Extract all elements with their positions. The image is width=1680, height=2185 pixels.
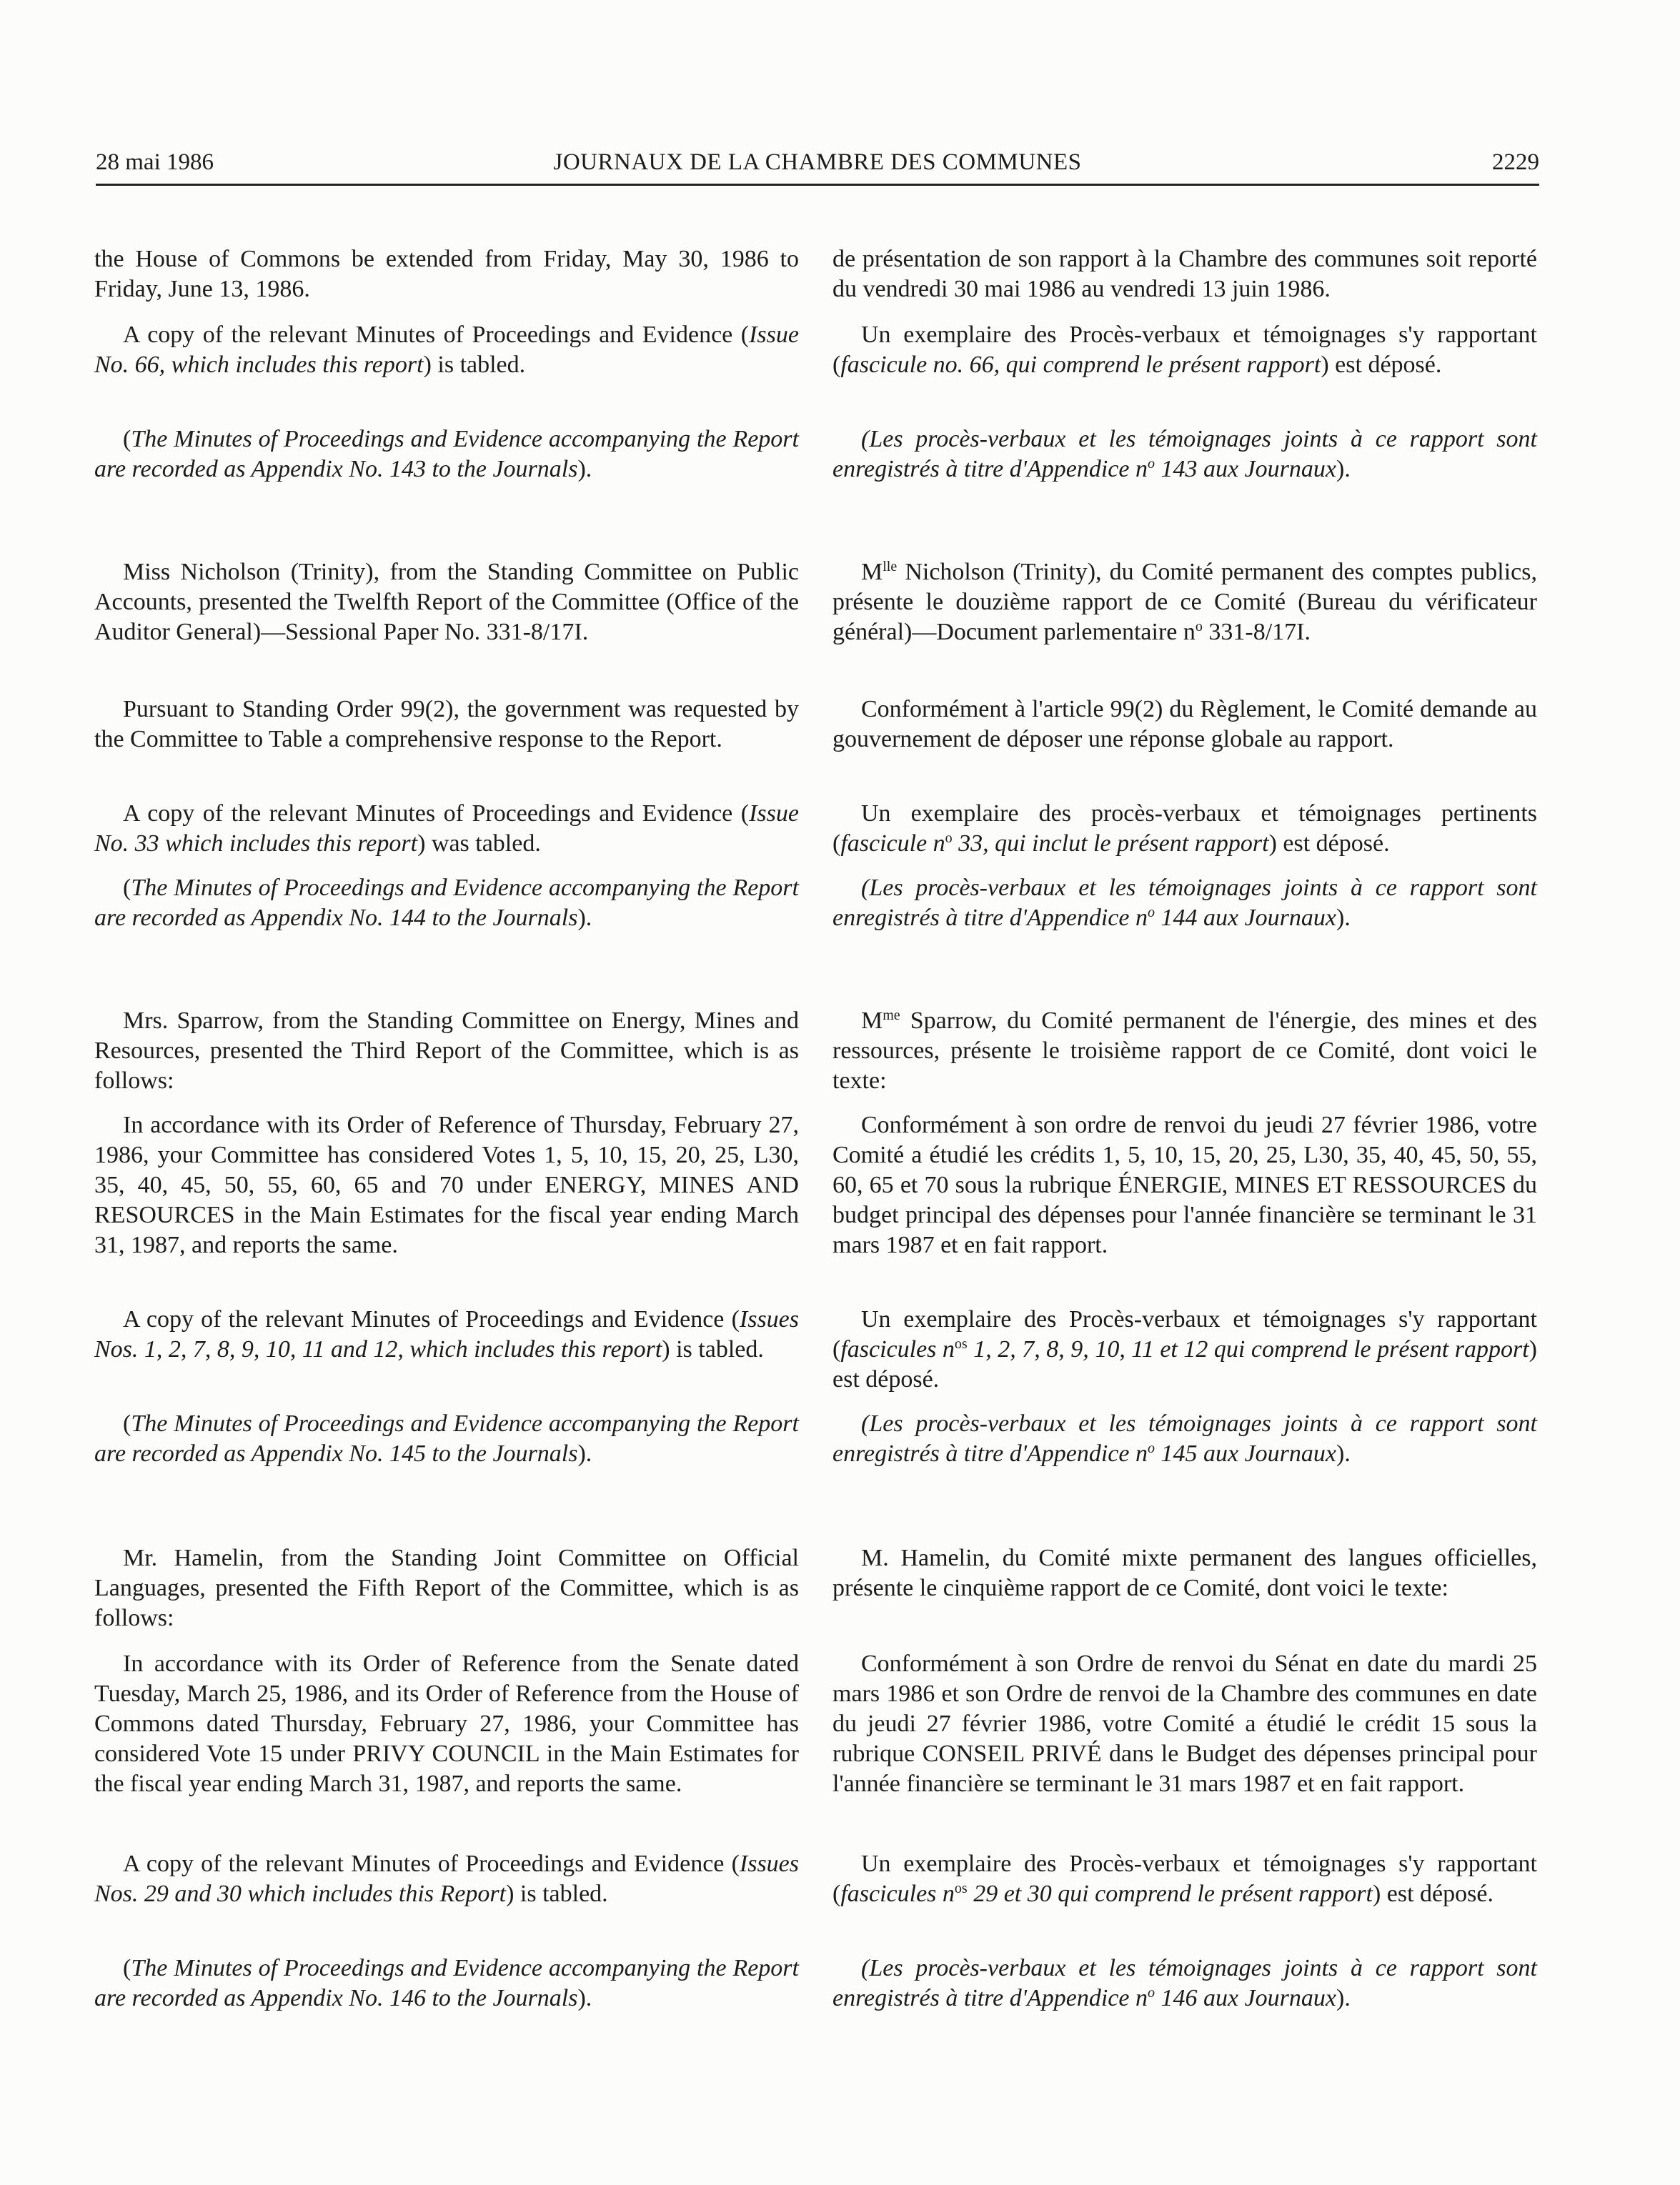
fr-paragraph: Un exemplaire des Procès-verbaux et témoignages s'y rapportant (fascicule no. 66, qui comprend le présent rapport) est déposé. [832,322,1537,378]
en-appendix-note: (The Minutes of Proceedings and Evidence accompanying the Report are recorded as Appendix No. 145 to the Journals). [94,1410,799,1467]
en-paragraph: Pursuant to Standing Order 99(2), the government was requested by the Committee to Table a comprehensive response to the Report. [94,696,799,752]
fr-paragraph: Un exemplaire des Procès-verbaux et témoignages s'y rapportant (fascicules $n^{os}$ 1, 2, 7, 8, 9, 10, 11 et 12 qui comprend le présent rapport) est déposé. [832,1306,1537,1393]
fr-appendix-note: (Les procès-verbaux et les témoignages joints à ce rapport sont enregistrés à titre d'Appendice $n^o$ 145 aux Journaux). [832,1410,1537,1467]
en-paragraph: A copy of the relevant Minutes of Proceedings and Evidence (Issues Nos. 29 and 30 which includes this Report) is tabled. [94,1851,799,1907]
en-appendix-note: (The Minutes of Proceedings and Evidence accompanying the Report are recorded as Appendix No. 146 to the Journals). [94,1955,799,2011]
en-appendix-note: (The Minutes of Proceedings and Evidence accompanying the Report are recorded as Appendix No. 144 to the Journals). [94,875,799,931]
fr-appendix-note: (Les procès-verbaux et les témoignages joints à ce rapport sont enregistrés à titre d'Appendice $n^o$ 143 aux Journaux). [832,426,1537,482]
en-paragraph: In accordance with its Order of Reference of Thursday, February 27, 1986, your Committee has considered Votes 1, 5, 10, 15, 20, 25, L30, 35, 40, 45, 50, 55, 60, 65 and 70 under ENERGY, MINES AND RESOURCES in the Main Estimates for the fiscal year ending March 31, 1987, and reports the same. [94,1112,799,1258]
en-paragraph: A copy of the relevant Minutes of Proceedings and Evidence (Issues Nos. 1, 2, 7, 8, 9, 10, 11 and 12, which includes this report) is tabled. [94,1306,799,1363]
fr-paragraph: Conformément à son ordre de renvoi du jeudi 27 février 1986, votre Comité a étudié les crédits 1, 5, 10, 15, 20, 25, L30, 35, 40, 45, 50, 55, 60, 65 et 70 sous la rubrique ÉNERGIE, MINES ET RESSOURCES du budget principal des dépenses pour l'année financière se terminant le 31 mars 1987 et en fait rapport. [832,1112,1538,1258]
fr-paragraph: Conformément à l'article 99(2) du Règlement, le Comité demande au gouvernement de déposer une réponse globale au rapport. [832,696,1537,752]
en-paragraph: A copy of the relevant Minutes of Proceedings and Evidence (Issue No. 33 which includes this report) was tabled. [94,800,799,857]
en-paragraph: Mr. Hamelin, from the Standing Joint Committee on Official Languages, presented the Fifth Report of the Committee, which is as follows: [94,1545,799,1631]
page-header [96,146,1539,186]
header-date: 28 mai 1986 [96,149,214,175]
en-appendix-note: (The Minutes of Proceedings and Evidence accompanying the Report are recorded as Appendix No. 143 to the Journals). [94,426,799,482]
en-paragraph: A copy of the relevant Minutes of Proceedings and Evidence (Issue No. 66, which includes this report) is tabled. [94,322,799,378]
fr-paragraph: $M^{me}$ Sparrow, du Comité permanent de l'énergie, des mines et des ressources, présente le troisième rapport de ce Comité, dont voici le texte: [832,1007,1537,1094]
fr-paragraph: $M^{lle}$ Nicholson (Trinity), du Comité permanent des comptes publics, présente le douzième rapport de ce Comité (Bureau du vérificateur général)—Document parlementaire $n^o$ 331-8/17I. [832,559,1537,645]
fr-appendix-note: (Les procès-verbaux et les témoignages joints à ce rapport sont enregistrés à titre d'Appendice $n^o$ 144 aux Journaux). [832,875,1537,931]
fr-paragraph: M. Hamelin, du Comité mixte permanent des langues officielles, présente le cinquième rapport de ce Comité, dont voici le texte: [832,1545,1537,1601]
en-paragraph: Miss Nicholson (Trinity), from the Standing Committee on Public Accounts, presented the Twelfth Report of the Committee (Office of the Auditor General)—Sessional Paper No. 331-8/17I. [94,559,799,645]
fr-paragraph: Un exemplaire des procès-verbaux et témoignages pertinents (fascicule $n^o$ 33, qui inclut le présent rapport) est déposé. [832,800,1537,857]
fr-paragraph: Un exemplaire des Procès-verbaux et témoignages s'y rapportant (fascicules $n^{os}$ 29 et 30 qui comprend le présent rapport) est déposé. [832,1851,1537,1907]
fr-appendix-note: (Les procès-verbaux et les témoignages joints à ce rapport sont enregistrés à titre d'Appendice $n^o$ 146 aux Journaux). [832,1955,1537,2011]
page-number: 2229 [1492,149,1539,175]
en-paragraph: Mrs. Sparrow, from the Standing Committee on Energy, Mines and Resources, presented the Third Report of the Committee, which is as follows: [94,1007,799,1094]
fr-paragraph: de présentation de son rapport à la Chambre des communes soit reporté du vendredi 30 mai 1986 au vendredi 13 juin 1986. [832,246,1537,302]
en-paragraph: In accordance with its Order of Reference from the Senate dated Tuesday, March 25, 1986, and its Order of Reference from the House of Commons dated Thursday, February 27, 1986, your Committee has considered Vote 15 under PRIVY COUNCIL in the Main Estimates for the fiscal year ending March 31, 1987, and reports the same. [94,1651,800,1797]
en-paragraph: the House of Commons be extended from Friday, May 30, 1986 to Friday, June 13, 1986. [94,246,799,302]
header-title: JOURNAUX DE LA CHAMBRE DES COMMUNES [553,149,1082,175]
fr-paragraph: Conformément à son Ordre de renvoi du Sénat en date du mardi 25 mars 1986 et son Ordre de renvoi de la Chambre des communes en date du jeudi 27 février 1986, votre Comité a étudié le crédit 15 sous la rubrique CONSEIL PRIVÉ dans le Budget des dépenses principal pour l'année financière se terminant le 31 mars 1987 et en fait rapport. [832,1651,1537,1797]
